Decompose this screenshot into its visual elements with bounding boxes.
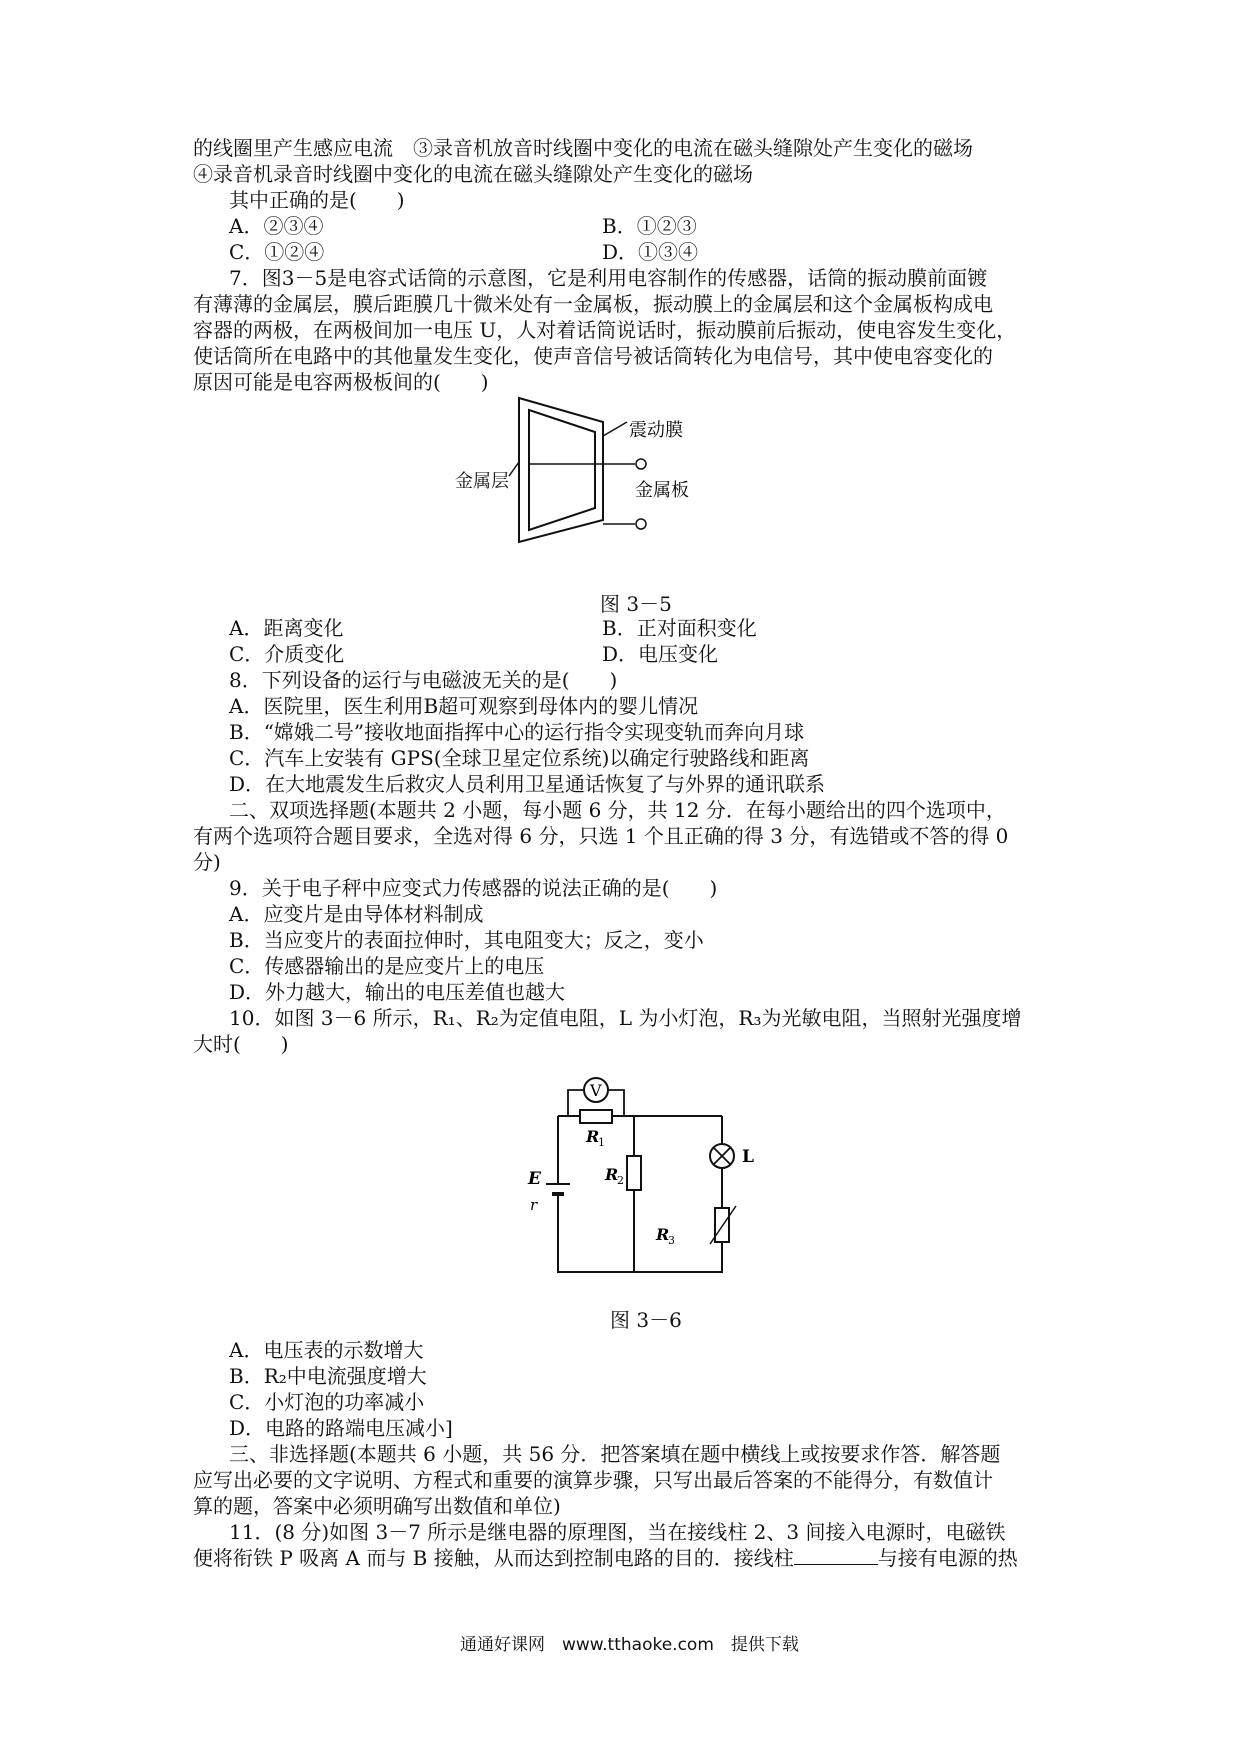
text-line: 其中正确的是( ) [229, 188, 405, 212]
q10-stem: 大时( ) [193, 1032, 289, 1056]
q10-stem: 10．如图 3－6 所示，R₁、R₂为定值电阻，L 为小灯泡，R₃为光敏电阻，当照射光强度增 [229, 1006, 1022, 1030]
q6-option-b: B．①②③ [602, 214, 697, 238]
metal-layer-outline [519, 398, 603, 542]
figure-3-5-microphone [505, 392, 765, 592]
q7-stem: 使话筒所在电路中的其他量发生变化，使声音信号被话筒转化为电信号，其中使电容变化的 [193, 344, 993, 368]
q7-option-b: B．正对面积变化 [602, 616, 757, 640]
metal-plate-label: 金属板 [635, 480, 689, 501]
q9-option-c: C．传感器输出的是应变片上的电压 [229, 954, 545, 978]
q8-stem: 8．下列设备的运行与电磁波无关的是( ) [229, 668, 618, 692]
section-2-heading: 有两个选项符合题目要求，全选对得 6 分，只选 1 个且正确的得 3 分，有选错或不答的得 0 [193, 824, 1009, 848]
bottom-wire [558, 1200, 722, 1272]
q7-stem: 7．图3－5是电容式话筒的示意图，它是利用电容制作的传感器，话筒的振动膜前面镀 [229, 266, 988, 290]
section-2-heading: 二、双项选择题(本题共 2 小题，每小题 6 分，共 12 分．在每小题给出的四个选项中， [229, 798, 1006, 822]
r2-subscript: 2 [617, 1174, 624, 1187]
q9-option-a: A．应变片是由导体材料制成 [229, 902, 484, 926]
q10-option-d: D．电路的路端电压减小] [229, 1416, 453, 1440]
section-3-heading: 应写出必要的文字说明、方程式和重要的演算步骤，只写出最后答案的不能得分，有数值计 [193, 1468, 993, 1492]
r1-subscript: 1 [598, 1136, 605, 1149]
q7-option-c: C．介质变化 [229, 642, 345, 666]
membrane-pointer [603, 422, 627, 436]
r3-subscript: 3 [668, 1234, 675, 1247]
q7-stem: 有薄薄的金属层，膜后距膜几十微米处有一金属板，振动膜上的金属层和这个金属板构成电 [193, 292, 993, 316]
metal-layer-label: 金属层 [455, 471, 509, 492]
internal-resistance-label: r [530, 1196, 538, 1214]
terminal-bottom [636, 519, 646, 529]
photoresistor-r3 [715, 1208, 729, 1242]
q10-option-c: C．小灯泡的功率减小 [229, 1390, 425, 1414]
page-footer: 通通好课网 www.tthaoke.com 提供下载 [460, 1635, 799, 1655]
membrane-label: 震动膜 [629, 420, 683, 441]
section-2-heading: 分) [193, 850, 221, 874]
q9-stem: 9．关于电子秤中应变式力传感器的说法正确的是( ) [229, 876, 718, 900]
q11-stem-part: 与接有电源的热 [877, 1546, 1018, 1570]
q8-option-d: D．在大地震发生后救灾人员利用卫星通话恢复了与外界的通讯联系 [229, 772, 826, 796]
membrane-outline [529, 410, 595, 530]
resistor-r1 [580, 1110, 612, 1123]
text-line: 的线圈里产生感应电流 ③录音机放音时线圈中变化的电流在磁头缝隙处产生变化的磁场 [193, 136, 973, 160]
lamp-label: L [742, 1147, 754, 1167]
q8-option-a: A．医院里，医生利用B超可观察到母体内的婴儿情况 [229, 694, 699, 718]
q10-option-a: A．电压表的示数增大 [229, 1338, 424, 1362]
q7-stem: 原因可能是电容两极板间的( ) [193, 370, 489, 394]
q9-option-d: D．外力越大，输出的电压差值也越大 [229, 980, 566, 1004]
q7-option-d: D．电压变化 [602, 642, 719, 666]
r1-label: R [586, 1127, 600, 1146]
q11-stem: 11．(8 分)如图 3－7 所示是继电器的原理图，当在接线柱 2、3 间接入电源时，电磁铁 [229, 1520, 1006, 1544]
q6-option-d: D．①③④ [602, 240, 699, 264]
figure-3-6-circuit [510, 1060, 754, 1280]
section-3-heading: 算的题，答案中必须明确写出数值和单位) [193, 1494, 561, 1518]
terminal-top [636, 459, 646, 469]
q6-option-c: C．①②④ [229, 240, 325, 264]
q11-stem-part: 便将衔铁 P 吸离 A 而与 B 接触，从而达到控制电路的目的．接线柱 [193, 1546, 794, 1570]
section-3-heading: 三、非选择题(本题共 6 小题，共 56 分．把答案填在题中横线上或按要求作答．解答题 [229, 1442, 1001, 1466]
q11-stem [193, 1544, 1018, 1572]
q7-option-a: A．距离变化 [229, 616, 344, 640]
q8-option-b: B．“嫦娥二号”接收地面指挥中心的运行指令实现变轨而奔向月球 [229, 720, 805, 744]
figure-caption: 图 3－5 [600, 592, 672, 616]
emf-label: E [528, 1169, 541, 1189]
resistor-r2 [627, 1156, 641, 1190]
metal-layer-pointer [509, 462, 519, 476]
q6-option-a: A．②③④ [229, 214, 324, 238]
voltmeter-label: V [590, 1081, 602, 1100]
q7-stem: 容器的两极，在两极间加一电压 U，人对着话筒说话时，振动膜前后振动，使电容发生变化， [193, 318, 1017, 342]
answer-blank[interactable] [794, 1546, 878, 1565]
q10-option-b: B．R₂中电流强度增大 [229, 1364, 427, 1388]
figure-caption: 图 3－6 [610, 1308, 682, 1332]
r3-label: R [656, 1225, 670, 1244]
q9-option-b: B．当应变片的表面拉伸时，其电阻变大；反之，变小 [229, 928, 704, 952]
q8-option-c: C．汽车上安装有 GPS(全球卫星定位系统)以确定行驶路线和距离 [229, 746, 810, 770]
r2-label: R [605, 1165, 619, 1184]
text-line: ④录音机录音时线圈中变化的电流在磁头缝隙处产生变化的磁场 [193, 162, 753, 186]
